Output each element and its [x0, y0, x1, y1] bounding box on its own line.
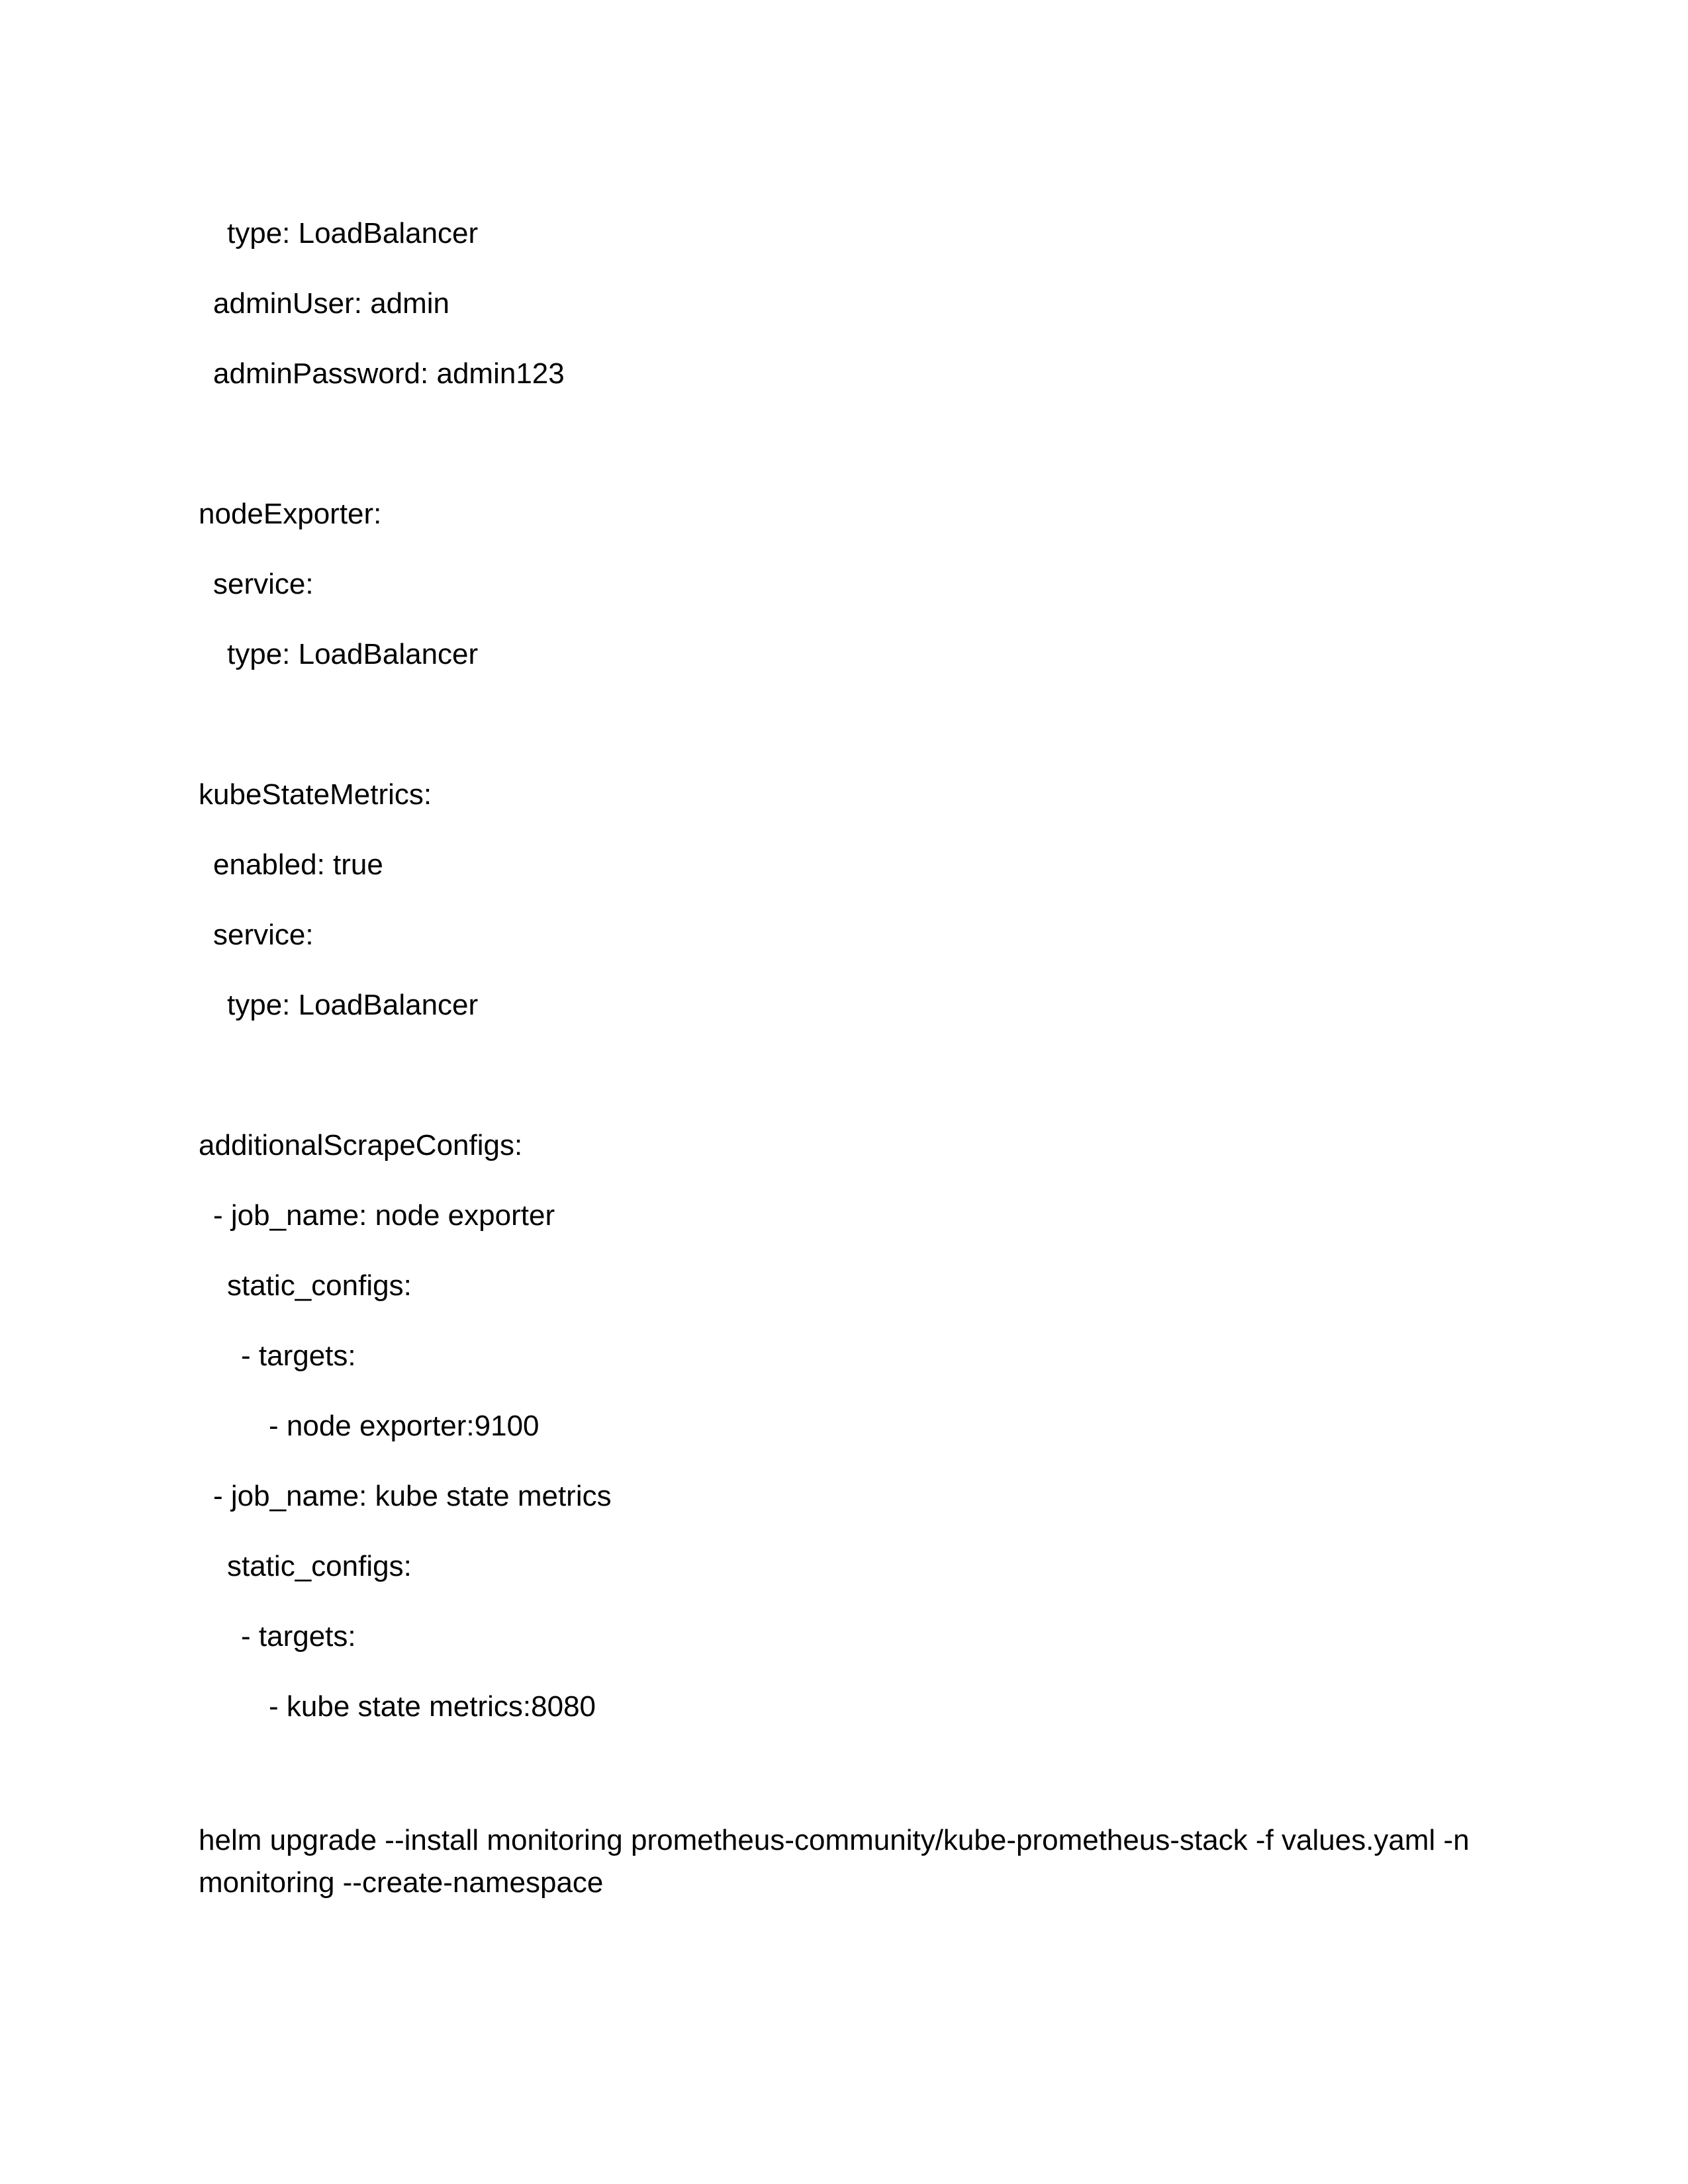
blank-line	[199, 690, 1489, 760]
yaml-line: type: LoadBalancer	[227, 217, 479, 250]
yaml-line: kubeStateMetrics:	[199, 778, 432, 811]
blank-line	[199, 1040, 1489, 1111]
yaml-line: additionalScrapeConfigs:	[199, 1129, 523, 1161]
yaml-line: service:	[213, 568, 314, 600]
yaml-line: adminPassword: admin123	[213, 357, 565, 390]
yaml-line: static_configs:	[227, 1550, 412, 1582]
yaml-line: - targets:	[241, 1620, 356, 1653]
yaml-line: - kube state metrics:8080	[269, 1690, 596, 1723]
yaml-line: - job_name: node exporter	[213, 1199, 555, 1232]
helm-command-line-2: monitoring --create-namespace	[199, 1866, 604, 1899]
yaml-line: service:	[213, 919, 314, 951]
yaml-line: - targets:	[241, 1340, 356, 1372]
yaml-line: static_configs:	[227, 1269, 412, 1302]
document-body	[199, 199, 1489, 1904]
yaml-line: type: LoadBalancer	[227, 989, 479, 1021]
yaml-line: - job_name: kube state metrics	[213, 1480, 612, 1512]
helm-command	[199, 1819, 1489, 1904]
yaml-line: type: LoadBalancer	[227, 638, 479, 670]
blank-line	[199, 1742, 1489, 1812]
blank-line	[199, 409, 1489, 479]
helm-command-line-1: helm upgrade --install monitoring prometheus-community/kube-prometheus-stack -f values.yaml -n	[199, 1824, 1470, 1856]
yaml-line: adminUser: admin	[213, 287, 450, 320]
yaml-line: enabled: true	[213, 848, 383, 881]
yaml-line: - node exporter:9100	[269, 1410, 539, 1442]
yaml-line: nodeExporter:	[199, 498, 382, 530]
